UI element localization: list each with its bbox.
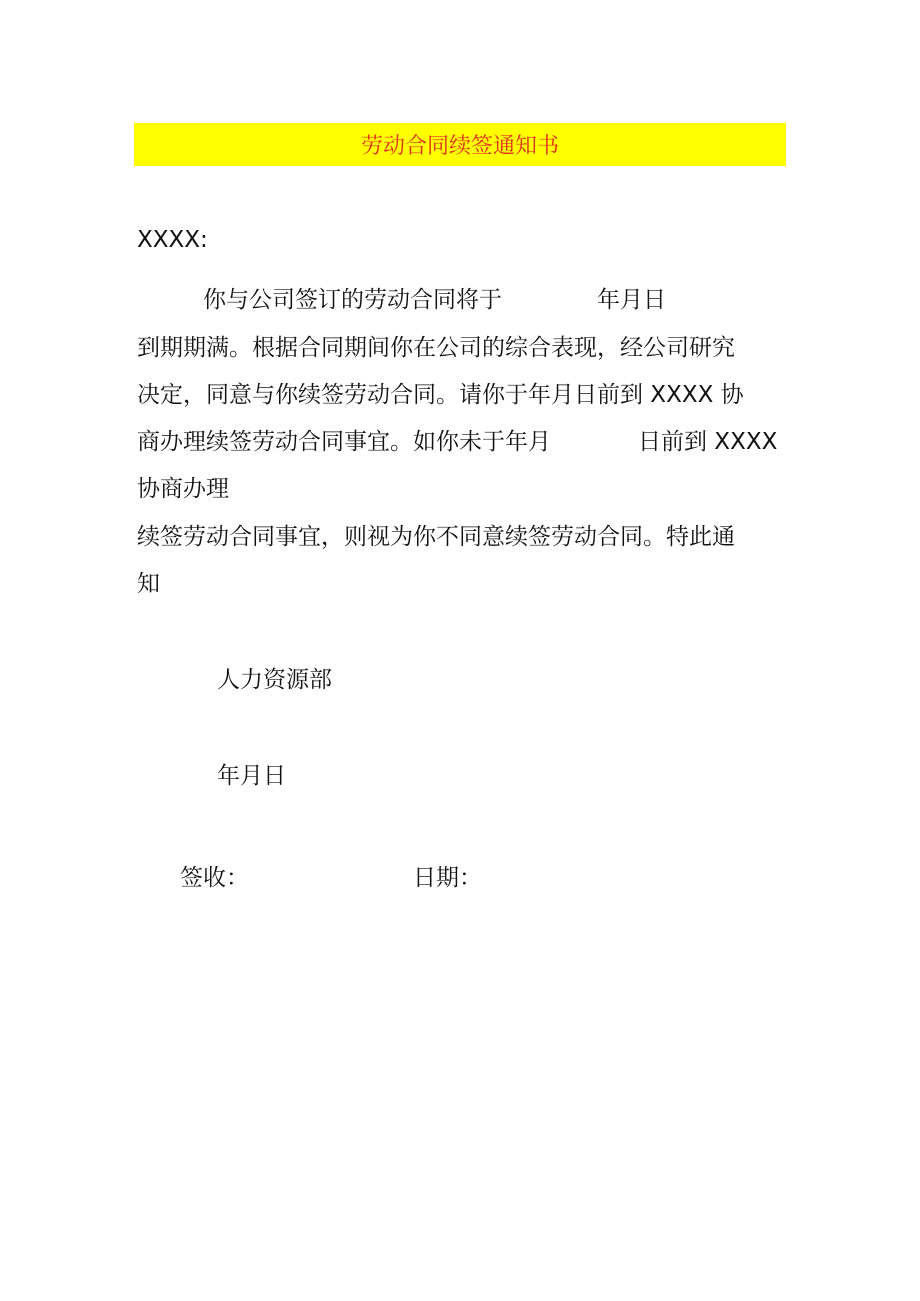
- document-title: 劳动合同续签通知书: [360, 134, 559, 159]
- recipient-salutation: XXXX:: [137, 227, 208, 253]
- issue-date: 年月日: [217, 763, 286, 789]
- sign-label: 签收：: [180, 865, 249, 891]
- department-name: 人力资源部: [217, 667, 332, 693]
- body-line-3: 决定，同意与你续签劳动合同。请你于年月日前到 XXXX 协: [137, 382, 744, 408]
- body-line-2: 到期期满。根据合同期间你在公司的综合表现，经公司研究: [137, 335, 735, 361]
- body-line-1a: 你与公司签订的劳动合同将于: [203, 287, 502, 313]
- body-line-7: 知: [137, 571, 160, 597]
- body-line-5: 协商办理: [137, 476, 229, 502]
- body-line-4a: 商办理续签劳动合同事宜。如你未于年月: [137, 429, 551, 455]
- body-line-1b: 年月日: [597, 287, 666, 313]
- body-line-4b: 日前到 XXXX: [638, 429, 778, 455]
- title-banner: [134, 123, 786, 166]
- date-label: 日期：: [413, 865, 482, 891]
- body-line-6: 续签劳动合同事宜，则视为你不同意续签劳动合同。特此通: [137, 524, 735, 550]
